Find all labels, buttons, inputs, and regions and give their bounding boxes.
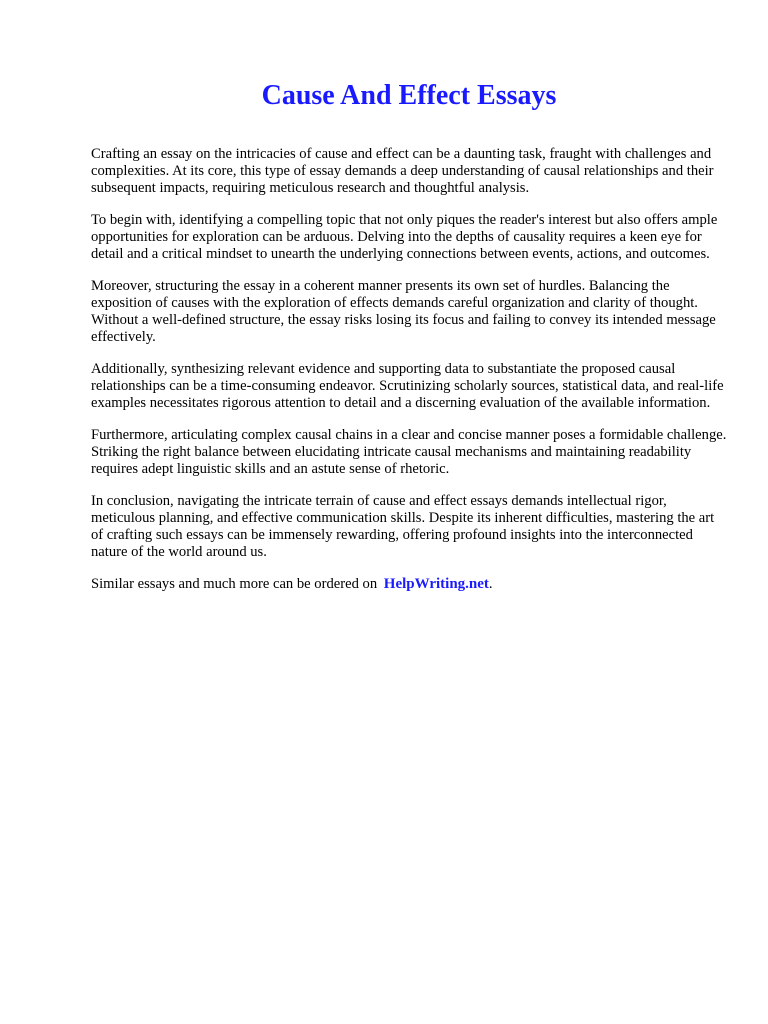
page-title: Cause And Effect Essays [261, 80, 557, 111]
paragraph-evidence: Additionally, synthesizing relevant evidence and supporting data to substantiate the proposed causal relationships can be a time-consuming endeavor. Scrutinizing scholarly sources, statistical data, and real-life examples necessitates rigorous attention to detail and a discerning evaluation of the available information. [91, 361, 724, 411]
paragraph-topic: To begin with, identifying a compelling topic that not only piques the reader's interest but also offers ample opportunities for exploration can be arduous. Delving into the depths of causality requires a keen eye for detail and a critical mindset to unearth the underlying connections between events, actions, and outcomes. [91, 212, 718, 262]
paragraph-structure: Moreover, structuring the essay in a coherent manner presents its own set of hurdles. Balancing the exposition of causes with the exploration of effects demands careful organization and clarity of thought. Without a well-defined structure, the essay risks losing its focus and failing to convey its intended message effectively. [91, 278, 716, 345]
paragraph-conclusion: In conclusion, navigating the intricate terrain of cause and effect essays demands intellectual rigor, meticulous planning, and effective communication skills. Despite its inherent difficulties, mastering the art of crafting such essays can be immensely rewarding, offering profound insights into the interconnected nature of the world around us. [91, 493, 715, 560]
closing-period: . [488, 576, 493, 592]
paragraph-articulation: Furthermore, articulating complex causal chains in a clear and concise manner poses a formidable challenge. Striking the right balance between elucidating intricate causal mechanisms and maintaining readability requires adept linguistic skills and an astute sense of rhetoric. [91, 427, 727, 477]
essay-body [91, 146, 727, 593]
closing-text: Similar essays and much more can be ordered on [91, 576, 378, 592]
paragraph-intro: Crafting an essay on the intricacies of cause and effect can be a daunting task, fraught with challenges and complexities. At its core, this type of essay demands a deep understanding of causal relationships and their subsequent impacts, requiring meticulous research and thoughtful analysis. [91, 146, 714, 196]
helpwriting-link[interactable]: HelpWriting.net [383, 576, 489, 592]
closing-line [91, 576, 727, 593]
